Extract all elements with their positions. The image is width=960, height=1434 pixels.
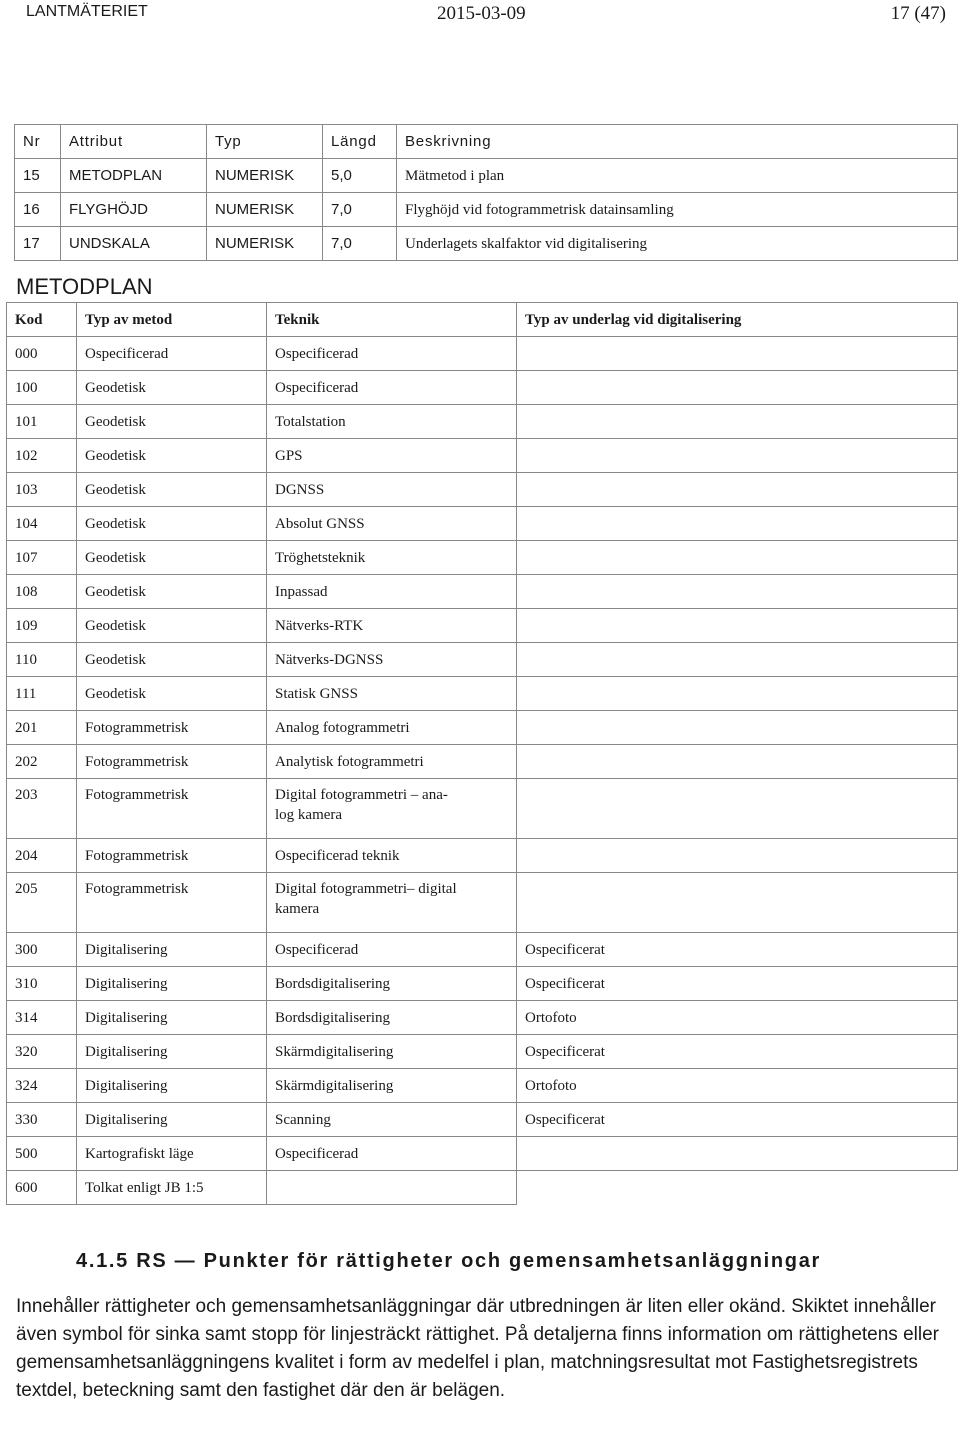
table-cell: Absolut GNSS bbox=[267, 507, 517, 541]
table-cell: Ospecificerad bbox=[267, 1137, 517, 1171]
table-row bbox=[7, 1001, 958, 1035]
table-cell bbox=[517, 677, 958, 711]
table-cell: Geodetisk bbox=[77, 643, 267, 677]
table-row bbox=[7, 933, 958, 967]
table-cell: Ospecificerad bbox=[267, 337, 517, 371]
table-row bbox=[7, 873, 958, 933]
table-cell: 203 bbox=[7, 779, 77, 839]
attribute-header-cell: Nr bbox=[15, 125, 61, 159]
table-cell: Digital fotogrammetri– digital kamera bbox=[267, 873, 517, 933]
metodplan-table bbox=[6, 302, 958, 1205]
section-heading: 4.1.5 RS — Punkter för rättigheter och gemensamhetsanläggningar bbox=[76, 1250, 822, 1272]
table-row bbox=[7, 371, 958, 405]
page-number: 17 (47) bbox=[890, 3, 946, 24]
table-cell: 111 bbox=[7, 677, 77, 711]
table-row bbox=[7, 745, 958, 779]
table-cell: 500 bbox=[7, 1137, 77, 1171]
table-cell: Skärmdigitalisering bbox=[267, 1035, 517, 1069]
table-cell bbox=[517, 873, 958, 933]
table-row bbox=[7, 1035, 958, 1069]
table-cell: Geodetisk bbox=[77, 541, 267, 575]
table-cell: Ospecificerad bbox=[77, 337, 267, 371]
table-cell: Geodetisk bbox=[77, 405, 267, 439]
table-cell: Kartografiskt läge bbox=[77, 1137, 267, 1171]
table-cell: 600 bbox=[7, 1171, 77, 1205]
metodplan-header-cell: Kod bbox=[7, 303, 77, 337]
table-row bbox=[7, 541, 958, 575]
table-cell: Ospecificerat bbox=[517, 1035, 958, 1069]
table-cell bbox=[517, 473, 958, 507]
table-cell: Ospecificerad teknik bbox=[267, 839, 517, 873]
table-row bbox=[7, 1069, 958, 1103]
table-cell bbox=[517, 839, 958, 873]
table-cell: METODPLAN bbox=[61, 159, 207, 193]
table-cell: 320 bbox=[7, 1035, 77, 1069]
table-row bbox=[7, 839, 958, 873]
table-cell: Ospecificerat bbox=[517, 933, 958, 967]
table-cell: 202 bbox=[7, 745, 77, 779]
table-cell: Geodetisk bbox=[77, 677, 267, 711]
metodplan-title: METODPLAN bbox=[16, 274, 153, 299]
table-row bbox=[7, 337, 958, 371]
table-row bbox=[7, 439, 958, 473]
table-cell: GPS bbox=[267, 439, 517, 473]
page-header bbox=[0, 0, 960, 30]
table-cell: Fotogrammetrisk bbox=[77, 745, 267, 779]
table-cell: Digitalisering bbox=[77, 1103, 267, 1137]
table-cell: 17 bbox=[15, 227, 61, 261]
table-cell bbox=[517, 643, 958, 677]
table-cell: 110 bbox=[7, 643, 77, 677]
table-cell: Digitalisering bbox=[77, 1001, 267, 1035]
table-cell: Underlagets skalfaktor vid digitalisering bbox=[397, 227, 958, 261]
table-cell: Fotogrammetrisk bbox=[77, 873, 267, 933]
table-cell: 314 bbox=[7, 1001, 77, 1035]
table-cell bbox=[517, 439, 958, 473]
table-cell: NUMERISK bbox=[207, 193, 323, 227]
table-cell: Inpassad bbox=[267, 575, 517, 609]
attribute-header-cell: Typ bbox=[207, 125, 323, 159]
table-cell bbox=[517, 541, 958, 575]
table-cell: Tröghetsteknik bbox=[267, 541, 517, 575]
table-cell: 100 bbox=[7, 371, 77, 405]
table-cell: 324 bbox=[7, 1069, 77, 1103]
table-row bbox=[7, 967, 958, 1001]
table-row bbox=[7, 609, 958, 643]
table-cell: Bordsdigitalisering bbox=[267, 1001, 517, 1035]
table-cell: Geodetisk bbox=[77, 507, 267, 541]
table-cell: UNDSKALA bbox=[61, 227, 207, 261]
table-cell bbox=[517, 507, 958, 541]
table-cell: 103 bbox=[7, 473, 77, 507]
table-row bbox=[7, 405, 958, 439]
metodplan-header-cell: Typ av underlag vid digitalisering bbox=[517, 303, 958, 337]
table-cell: Digitalisering bbox=[77, 933, 267, 967]
attribute-header-cell: Attribut bbox=[61, 125, 207, 159]
table-cell: Nätverks-RTK bbox=[267, 609, 517, 643]
table-cell: Analog fotogrammetri bbox=[267, 711, 517, 745]
table-cell: Flyghöjd vid fotogrammetrisk datainsamling bbox=[397, 193, 958, 227]
table-row bbox=[7, 1171, 958, 1205]
org-name: LANTMÄTERIET bbox=[26, 3, 148, 20]
table-row bbox=[15, 159, 958, 193]
table-cell: 16 bbox=[15, 193, 61, 227]
table-cell bbox=[517, 1171, 958, 1205]
attribute-table-header bbox=[15, 125, 958, 159]
table-cell: Digitalisering bbox=[77, 967, 267, 1001]
table-cell: 7,0 bbox=[323, 227, 397, 261]
table-row bbox=[7, 677, 958, 711]
table-cell: 5,0 bbox=[323, 159, 397, 193]
table-cell: Mätmetod i plan bbox=[397, 159, 958, 193]
table-cell bbox=[517, 575, 958, 609]
table-cell: Digitalisering bbox=[77, 1069, 267, 1103]
table-cell: Analytisk fotogrammetri bbox=[267, 745, 517, 779]
table-cell: 15 bbox=[15, 159, 61, 193]
table-cell: 310 bbox=[7, 967, 77, 1001]
table-cell: 109 bbox=[7, 609, 77, 643]
table-cell bbox=[517, 745, 958, 779]
table-cell: Ospecificerad bbox=[267, 933, 517, 967]
table-cell: Geodetisk bbox=[77, 371, 267, 405]
table-row bbox=[7, 1103, 958, 1137]
table-cell: FLYGHÖJD bbox=[61, 193, 207, 227]
table-cell: Digital fotogrammetri – ana- log kamera bbox=[267, 779, 517, 839]
metodplan-header-cell: Typ av metod bbox=[77, 303, 267, 337]
table-cell bbox=[267, 1171, 517, 1205]
table-cell: Ortofoto bbox=[517, 1001, 958, 1035]
table-cell: Ortofoto bbox=[517, 1069, 958, 1103]
table-cell: Fotogrammetrisk bbox=[77, 779, 267, 839]
table-cell: Geodetisk bbox=[77, 609, 267, 643]
table-cell: 107 bbox=[7, 541, 77, 575]
table-cell bbox=[517, 337, 958, 371]
attribute-table bbox=[14, 124, 958, 261]
table-cell: 201 bbox=[7, 711, 77, 745]
table-cell: Ospecificerat bbox=[517, 1103, 958, 1137]
table-cell: Ospecificerad bbox=[267, 371, 517, 405]
table-cell: Statisk GNSS bbox=[267, 677, 517, 711]
table-cell: 204 bbox=[7, 839, 77, 873]
table-cell: Fotogrammetrisk bbox=[77, 711, 267, 745]
table-row bbox=[7, 1137, 958, 1171]
table-cell: Ospecificerat bbox=[517, 967, 958, 1001]
table-cell: 102 bbox=[7, 439, 77, 473]
table-cell: Fotogrammetrisk bbox=[77, 839, 267, 873]
table-cell: 7,0 bbox=[323, 193, 397, 227]
table-cell: 108 bbox=[7, 575, 77, 609]
table-cell bbox=[517, 609, 958, 643]
table-cell: 000 bbox=[7, 337, 77, 371]
attribute-header-cell: Beskrivning bbox=[397, 125, 958, 159]
table-cell: Digitalisering bbox=[77, 1035, 267, 1069]
table-row bbox=[7, 575, 958, 609]
table-cell: 205 bbox=[7, 873, 77, 933]
table-cell: Bordsdigitalisering bbox=[267, 967, 517, 1001]
table-row bbox=[15, 193, 958, 227]
table-cell bbox=[517, 779, 958, 839]
metodplan-table-header bbox=[7, 303, 958, 337]
table-cell: NUMERISK bbox=[207, 227, 323, 261]
table-row bbox=[7, 711, 958, 745]
table-cell: Tolkat enligt JB 1:5 bbox=[77, 1171, 267, 1205]
table-cell: 330 bbox=[7, 1103, 77, 1137]
metodplan-header-cell: Teknik bbox=[267, 303, 517, 337]
table-row bbox=[7, 643, 958, 677]
table-cell: Skärmdigitalisering bbox=[267, 1069, 517, 1103]
section-body: Innehåller rättigheter och gemensamhetsanläggningar där utbredningen är liten eller okänd. Skiktet innehåller även symbol för sinka samt stopp för linjesträckt rättighet. På detaljerna finns information om rättighetens eller gemensamhetsanläggningens kvalitet i form av medelfel i plan, matchningsresultat mot Fastighetsregistrets textdel, beteckning samt den fastighet där den är belägen. bbox=[16, 1296, 939, 1401]
doc-date: 2015-03-09 bbox=[437, 3, 526, 24]
table-row bbox=[7, 507, 958, 541]
attribute-header-cell: Längd bbox=[323, 125, 397, 159]
table-cell: Scanning bbox=[267, 1103, 517, 1137]
table-cell: DGNSS bbox=[267, 473, 517, 507]
table-row bbox=[7, 473, 958, 507]
table-cell: Geodetisk bbox=[77, 473, 267, 507]
table-cell: Geodetisk bbox=[77, 575, 267, 609]
table-cell bbox=[517, 711, 958, 745]
table-cell bbox=[517, 371, 958, 405]
table-cell: Totalstation bbox=[267, 405, 517, 439]
table-cell: Nätverks-DGNSS bbox=[267, 643, 517, 677]
table-row bbox=[15, 227, 958, 261]
table-row bbox=[7, 779, 958, 839]
table-cell: NUMERISK bbox=[207, 159, 323, 193]
table-cell: 300 bbox=[7, 933, 77, 967]
table-cell bbox=[517, 405, 958, 439]
table-cell: 104 bbox=[7, 507, 77, 541]
table-cell: Geodetisk bbox=[77, 439, 267, 473]
table-cell: 101 bbox=[7, 405, 77, 439]
table-cell bbox=[517, 1137, 958, 1171]
